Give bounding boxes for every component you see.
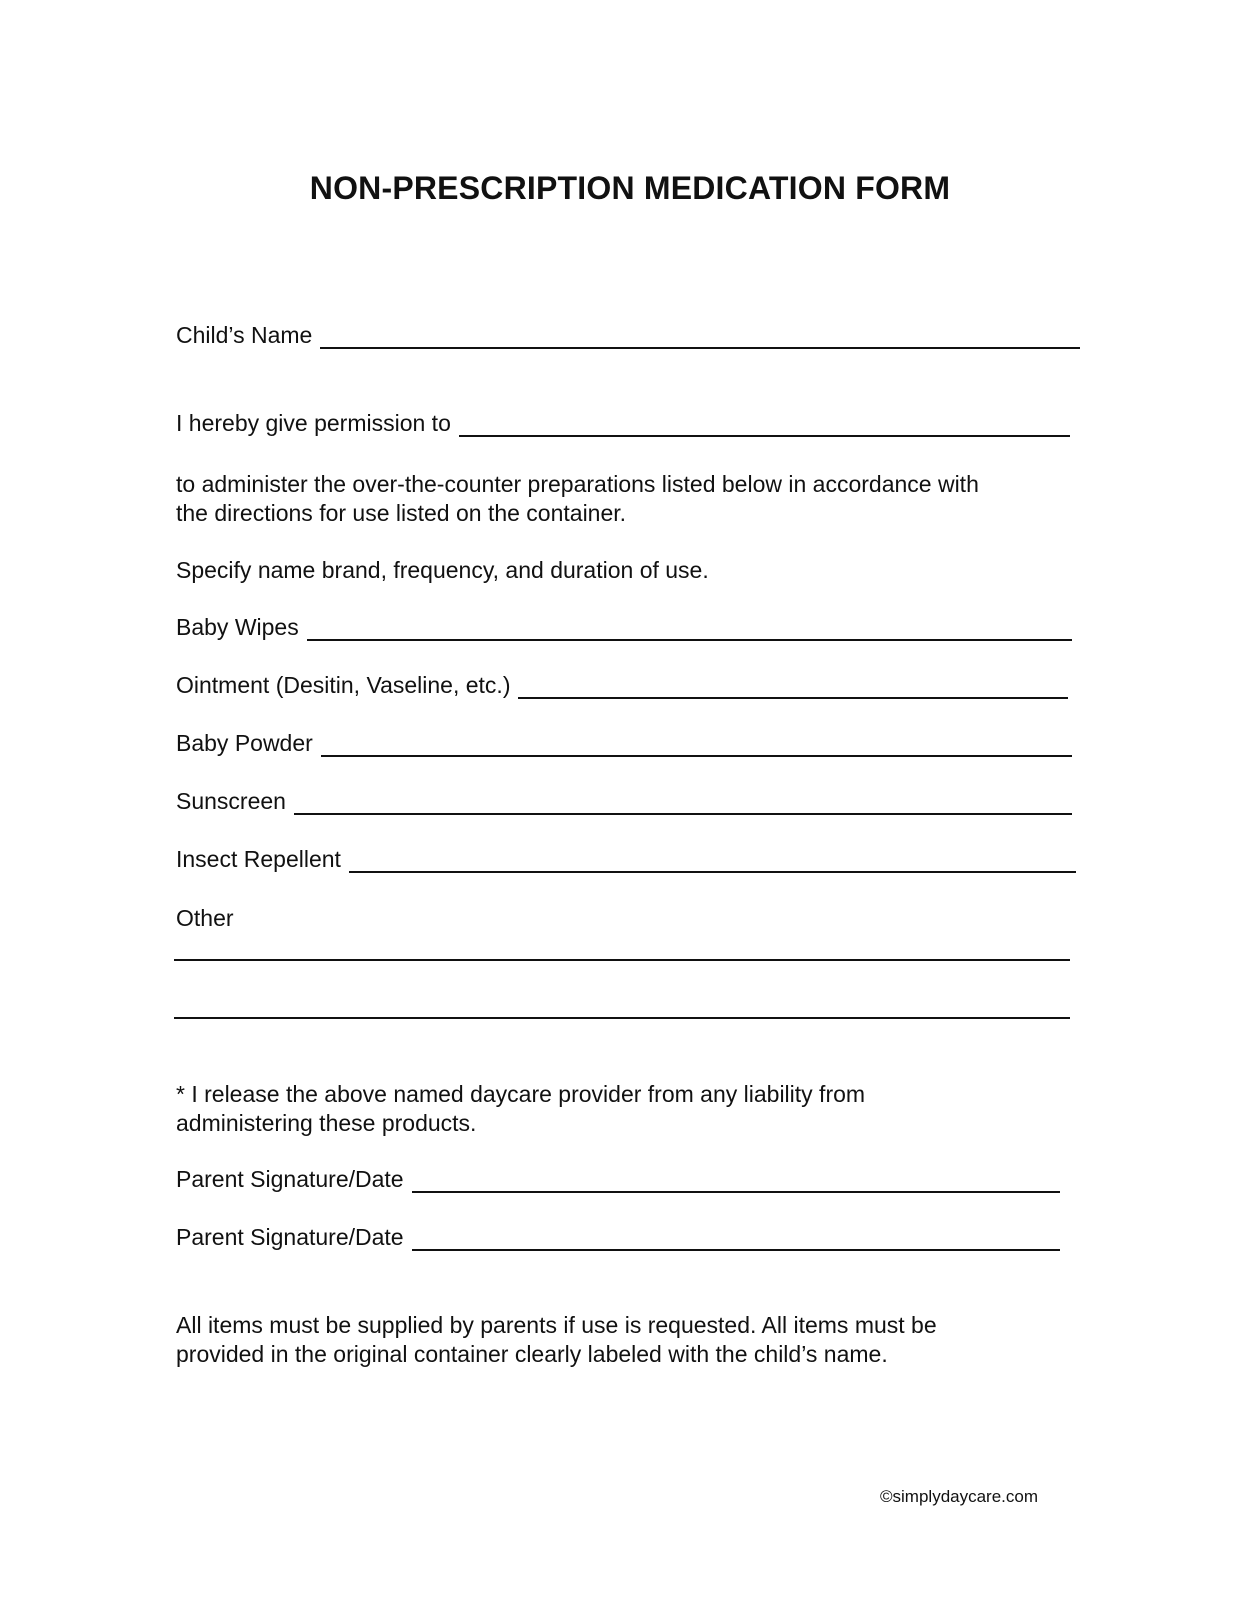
specify-instructions: Specify name brand, frequency, and duration of use. bbox=[176, 557, 709, 583]
supply-notice bbox=[176, 1311, 937, 1369]
childs-name-label: Child’s Name bbox=[176, 322, 313, 348]
baby-wipes-field[interactable] bbox=[176, 614, 1072, 641]
permission-input-line[interactable] bbox=[459, 417, 1070, 437]
baby-powder-label: Baby Powder bbox=[176, 730, 313, 756]
other-label: Other bbox=[176, 905, 234, 931]
insect-repellent-input-line[interactable] bbox=[349, 853, 1076, 873]
childs-name-field[interactable] bbox=[176, 322, 1080, 349]
baby-wipes-input-line[interactable] bbox=[307, 621, 1072, 641]
parent-signature-field-2[interactable] bbox=[176, 1224, 1060, 1251]
other-input-line-2[interactable] bbox=[174, 1017, 1070, 1019]
childs-name-input-line[interactable] bbox=[320, 329, 1080, 349]
sunscreen-label: Sunscreen bbox=[176, 788, 286, 814]
parent-signature-label-2: Parent Signature/Date bbox=[176, 1224, 404, 1250]
permission-label: I hereby give permission to bbox=[176, 410, 451, 436]
permission-field[interactable] bbox=[176, 410, 1070, 437]
administer-line-1: to administer the over-the-counter preparations listed below in accordance with bbox=[176, 471, 979, 497]
supply-line-1: All items must be supplied by parents if use is requested. All items must be bbox=[176, 1312, 937, 1338]
parent-signature-label-1: Parent Signature/Date bbox=[176, 1166, 404, 1192]
release-line-2: administering these products. bbox=[176, 1110, 477, 1136]
supply-line-2: provided in the original container clearly labeled with the child’s name. bbox=[176, 1341, 888, 1367]
insect-repellent-label: Insect Repellent bbox=[176, 846, 341, 872]
release-line-1: * I release the above named daycare provider from any liability from bbox=[176, 1081, 866, 1107]
ointment-input-line[interactable] bbox=[518, 679, 1068, 699]
parent-signature-input-line-1[interactable] bbox=[412, 1173, 1060, 1193]
administer-line-2: the directions for use listed on the container. bbox=[176, 500, 627, 526]
form-title: NON-PRESCRIPTION MEDICATION FORM bbox=[309, 170, 951, 206]
insect-repellent-field[interactable] bbox=[176, 846, 1076, 873]
baby-powder-input-line[interactable] bbox=[321, 737, 1072, 757]
copyright-footer: ©simplydaycare.com bbox=[880, 1487, 1039, 1506]
sunscreen-input-line[interactable] bbox=[294, 795, 1072, 815]
parent-signature-input-line-2[interactable] bbox=[412, 1231, 1060, 1251]
parent-signature-field-1[interactable] bbox=[176, 1166, 1060, 1193]
ointment-label: Ointment (Desitin, Vaseline, etc.) bbox=[176, 672, 511, 698]
other-input-line-1[interactable] bbox=[174, 959, 1070, 961]
sunscreen-field[interactable] bbox=[176, 788, 1072, 815]
administer-paragraph bbox=[176, 470, 979, 528]
baby-powder-field[interactable] bbox=[176, 730, 1072, 757]
baby-wipes-label: Baby Wipes bbox=[176, 614, 299, 640]
release-statement bbox=[176, 1080, 865, 1138]
ointment-field[interactable] bbox=[176, 672, 1068, 699]
